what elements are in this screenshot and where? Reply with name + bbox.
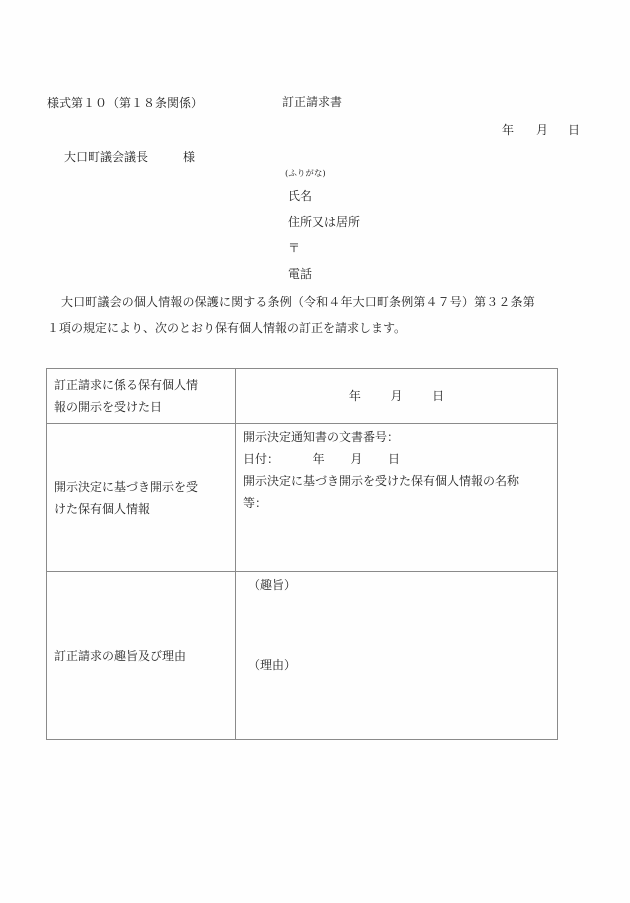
correction-request-table — [46, 368, 558, 740]
name-label: 氏名 — [288, 189, 313, 203]
value-disclosed-info[interactable] — [236, 424, 558, 572]
label-line: 開示決定に基づき開示を受 — [54, 479, 199, 494]
body-line-1: 大口町議会の個人情報の保護に関する条例（令和４年大口町条例第４７号）第３２条第 — [61, 295, 535, 309]
purpose-label: （趣旨） — [248, 578, 297, 592]
date-year-label: 年 — [502, 123, 515, 137]
date-month-label: 月 — [536, 123, 549, 137]
addressee: 大口町議会議長 — [64, 150, 149, 164]
furigana-label: (ふりがな) — [285, 169, 326, 179]
value-disclosure-date[interactable] — [236, 369, 558, 424]
label-disclosure-date — [47, 369, 236, 424]
body-line-2: １項の規定により、次のとおり保有個人情報の訂正を請求します。 — [47, 321, 407, 335]
reason-label: （理由） — [248, 658, 297, 672]
doc-number-label: 開示決定通知書の文書番号： — [243, 430, 400, 444]
value-purpose-reason[interactable] — [236, 572, 558, 740]
table-row-purpose-reason — [47, 572, 558, 740]
label-line: 訂正請求に係る保有個人情 — [54, 378, 199, 392]
date-label: 日付： — [243, 452, 280, 466]
month-label: 月 — [350, 452, 363, 466]
notice-date-line — [243, 448, 551, 470]
document-title: 訂正請求書 — [282, 95, 343, 109]
postal-mark: 〒 — [288, 241, 301, 255]
day-label: 日 — [388, 452, 401, 466]
info-name-label-line1: 開示決定に基づき開示を受けた保有個人情報の名称 — [243, 474, 520, 488]
phone-label: 電話 — [288, 267, 313, 281]
year-label: 年 — [312, 452, 325, 466]
honorific: 様 — [183, 150, 196, 164]
label-disclosed-info — [47, 424, 236, 572]
year-label: 年 — [348, 389, 361, 403]
label-line: 訂正請求の趣旨及び理由 — [54, 648, 187, 663]
address-label: 住所又は居所 — [288, 215, 361, 229]
label-line: けた保有個人情報 — [54, 501, 151, 516]
table-row-disclosure-date — [47, 369, 558, 424]
label-line: 報の開示を受けた日 — [54, 400, 163, 414]
table-row-disclosed-info — [47, 424, 558, 572]
date-day-label: 日 — [568, 123, 581, 137]
form-number: 様式第１０（第１８条関係） — [47, 96, 204, 110]
info-name-label-line2: 等： — [243, 496, 268, 510]
day-label: 日 — [432, 389, 445, 403]
month-label: 月 — [390, 389, 403, 403]
label-purpose-reason — [47, 572, 236, 740]
